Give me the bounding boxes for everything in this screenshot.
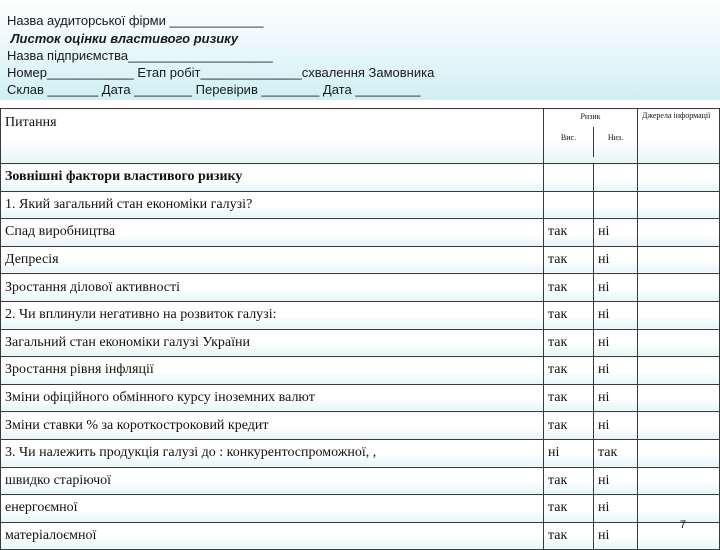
sources-cell <box>638 412 720 440</box>
sources-cell <box>638 495 720 523</box>
low-risk-cell: ні <box>594 246 638 274</box>
question-cell: 2. Чи вплинули негативно на розвиток галузі: <box>1 301 544 329</box>
question-cell: Зміни офіційного обмінного курсу іноземних валют <box>1 384 544 412</box>
table-row <box>1 164 720 192</box>
high-risk-cell <box>544 164 594 192</box>
low-risk-cell: ні <box>594 357 638 385</box>
question-cell: швидко старіючої <box>1 467 544 495</box>
high-risk-cell <box>544 191 594 219</box>
question-cell: 3. Чи належить продукція галузі до : конкурентоспроможної, , <box>1 439 544 467</box>
table-row <box>1 357 720 385</box>
high-risk-cell: так <box>544 522 594 550</box>
sources-cell <box>638 357 720 385</box>
sources-cell <box>638 439 720 467</box>
page-number: 7 <box>679 519 686 531</box>
table-row <box>1 329 720 357</box>
table-header-row <box>1 109 720 164</box>
high-risk-cell: так <box>544 384 594 412</box>
sheet-title: Листок оцінки властивого ризику <box>7 31 239 46</box>
table-row <box>1 246 720 274</box>
high-risk-cell: так <box>544 357 594 385</box>
sources-cell <box>638 246 720 274</box>
audit-firm-name-line: Назва аудиторської фірми _____________ <box>7 13 264 28</box>
table-row <box>1 522 720 550</box>
sources-cell <box>638 164 720 192</box>
question-cell: 1. Який загальний стан економіки галузі? <box>1 191 544 219</box>
high-risk-cell: так <box>544 301 594 329</box>
high-risk-cell: так <box>544 219 594 247</box>
question-cell: матеріалоємної <box>1 522 544 550</box>
high-risk-cell: так <box>544 467 594 495</box>
table-row <box>1 467 720 495</box>
question-cell: Спад виробництва <box>1 219 544 247</box>
question-cell: Загальний стан економіки галузі України <box>1 329 544 357</box>
low-risk-cell: ні <box>594 329 638 357</box>
table-row <box>1 191 720 219</box>
low-risk-cell: так <box>594 439 638 467</box>
high-risk-cell: так <box>544 246 594 274</box>
sources-cell <box>638 301 720 329</box>
high-risk-cell: так <box>544 274 594 302</box>
table-row <box>1 384 720 412</box>
number-stage-line: Номер____________ Етап робіт______________схвалення Замовника <box>7 65 435 80</box>
question-cell: енергоємної <box>1 495 544 523</box>
header-sources <box>638 109 720 164</box>
high-risk-cell: так <box>544 495 594 523</box>
low-risk-cell: ні <box>594 274 638 302</box>
sources-cell <box>638 219 720 247</box>
header-question <box>1 109 544 164</box>
table-row <box>1 219 720 247</box>
low-risk-cell: ні <box>594 384 638 412</box>
low-risk-cell: ні <box>594 467 638 495</box>
low-risk-cell: ні <box>594 495 638 523</box>
document-header <box>0 0 720 100</box>
question-cell: Депресія <box>1 246 544 274</box>
enterprise-name-line: Назва підприємства____________________ <box>7 48 273 63</box>
header-question-label: Питання <box>5 115 57 130</box>
table-row <box>1 301 720 329</box>
header-risk-label: Ризик <box>580 112 601 121</box>
low-risk-cell: ні <box>594 522 638 550</box>
high-risk-cell: так <box>544 329 594 357</box>
high-risk-cell: ні <box>544 439 594 467</box>
high-risk-cell: так <box>544 412 594 440</box>
sources-cell <box>638 329 720 357</box>
question-cell: Зміни ставки % за короткостроковий кредит <box>1 412 544 440</box>
table-row <box>1 274 720 302</box>
low-risk-cell: ні <box>594 301 638 329</box>
table-row <box>1 495 720 523</box>
table-row <box>1 412 720 440</box>
question-cell: Зростання рівня інфляції <box>1 357 544 385</box>
header-sources-label: Джерела інформації <box>642 111 711 120</box>
sources-cell <box>638 522 720 550</box>
low-risk-cell <box>594 164 638 192</box>
table-row <box>1 439 720 467</box>
header-high-label: Вис. <box>544 127 594 157</box>
header-low-label: Низ. <box>607 133 624 142</box>
header-risk <box>544 109 638 164</box>
question-cell: Зовнішні фактори властивого ризику <box>1 164 544 192</box>
question-cell: Зростання ділової активності <box>1 274 544 302</box>
sources-cell <box>638 274 720 302</box>
sources-cell <box>638 467 720 495</box>
low-risk-cell <box>594 191 638 219</box>
low-risk-cell: ні <box>594 219 638 247</box>
low-risk-cell: ні <box>594 412 638 440</box>
risk-assessment-table <box>0 108 720 550</box>
sources-cell <box>638 384 720 412</box>
sources-cell <box>638 191 720 219</box>
prepared-checked-line: Склав _______ Дата ________ Перевірив ________ Дата _________ <box>7 82 421 97</box>
